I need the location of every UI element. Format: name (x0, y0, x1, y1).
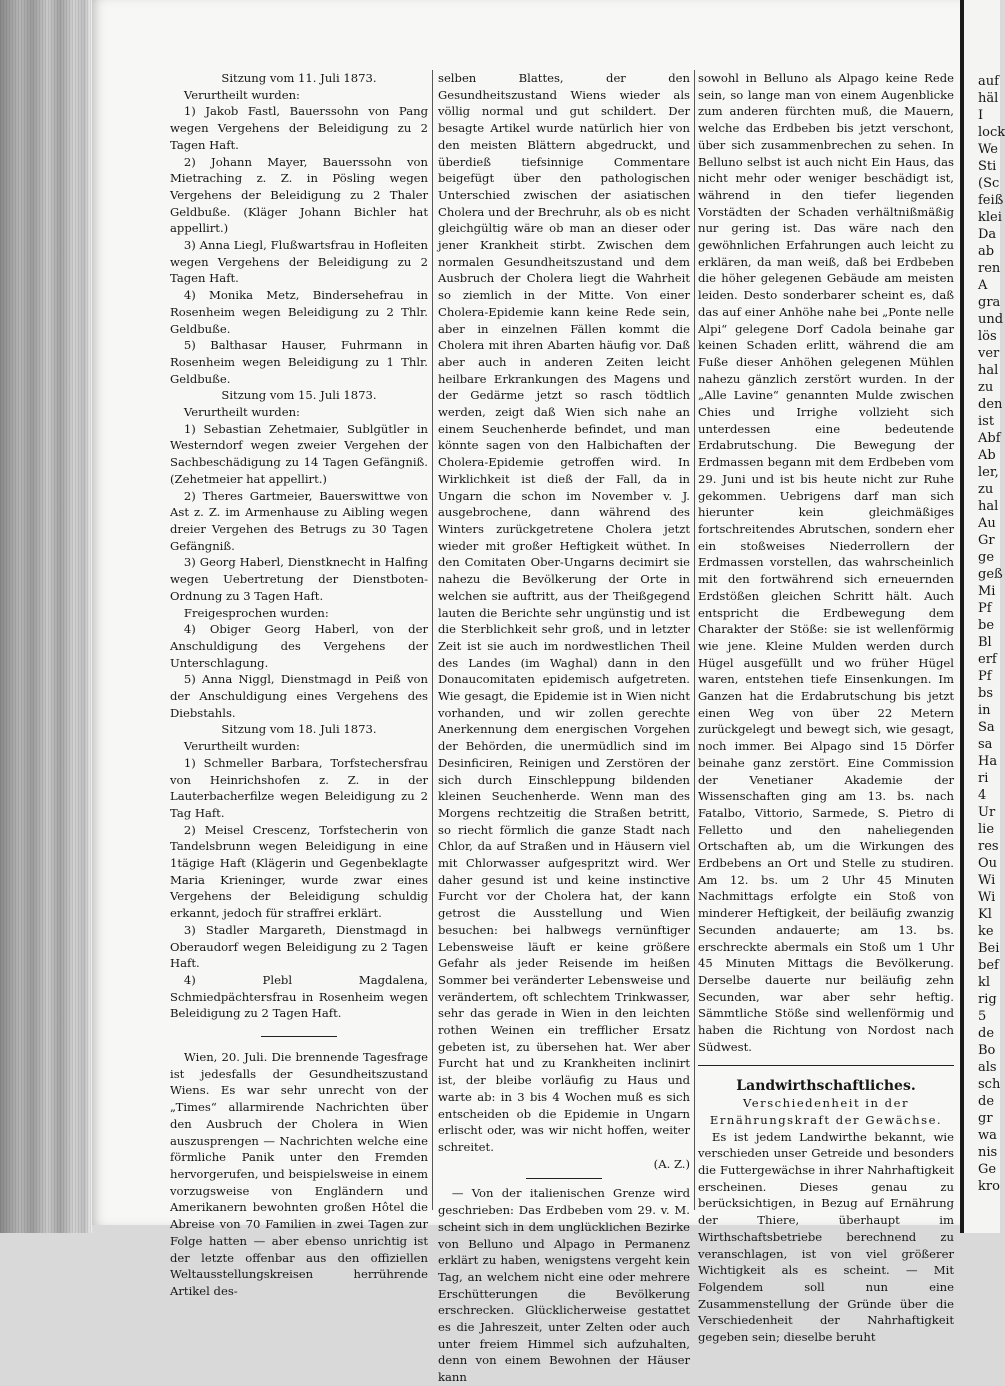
session-heading-3: Sitzung vom 18. Juli 1873. (221, 722, 377, 737)
column-1 (170, 70, 428, 1300)
wien-article-start: Wien, 20. Juli. Die brennende Tagesfrage ist jedesfalls der Gesundheitszustand Wiens. Es war sehr unrecht von der „Times“ allarmirende Nachrichten über den Ausbruch der Cholera in Wien auszusprengen — Nachrichten welche eine förmliche Panik unter den Fremden hervorgerufen, und beispielsweise in einem vorzugsweise von Engländern und Amerikanern bewohnten großen Hôtel die Abreise von 70 Familien in zwei Tagen zur Folge hatten — aber ebenso unrichtig ist der letzte offenbar aus den offiziellen Weltausstellungskreisen herrührende Artikel des- (170, 1050, 428, 1298)
column-rule (694, 70, 695, 1210)
next-page-fragment: Mi (978, 584, 996, 599)
next-page-fragment: gra (978, 295, 1001, 310)
verdict-item: 2) Theres Gartmeier, Bauerswittwe von Ast z. Z. im Armenhause zu Aibling wegen dreier Vergehen des Betrugs zu 30 Tagen Gefängniß. (170, 488, 428, 553)
next-page-fragment: Da (978, 227, 997, 242)
next-page-fragment: nis (978, 1145, 998, 1160)
next-page-fragment: den (978, 397, 1003, 412)
next-page-fragment: 4 (978, 788, 987, 803)
next-page-fragment: ke (978, 924, 994, 939)
agriculture-article: Es ist jedem Landwirthe bekannt, wie verschieden unser Getreide und besonders die Futtergewächse in ihrer Nahrhaftigkeit erscheinen. Dieses genau zu berücksichtigen, in Bezug auf Ernährung der Thiere, überhaupt im Wirthschaftsbetriebe berechnend zu veranschlagen, ist von viel größerer Wichtigkeit als es scheint. — Mit Folgendem soll nun eine Zusammenstellung der Gründe über die Verschiedenheit der Nahrhaftigkeit gegeben sein; dieselbe beruht (698, 1129, 954, 1345)
next-page-fragment: Bl (978, 635, 992, 650)
column-rule (432, 70, 433, 1210)
italy-article-start: — Von der italienischen Grenze wird geschrieben: Das Erdbeben vom 29. v. M. scheint sich in dem unglücklichen Bezirke von Belluno und Alpago in Permanenz erklärt zu haben, wenigstens vergeht kein Tag, an welchem nicht eine oder mehrere Erschütterungen die Bevölkerung erschrecken. Glücklicherweise gestattet es die Jahreszeit, unter Zelten oder auch unter freiem Himmel sich aufzuhalten, denn von einem Bewohnen der Häuser kann (438, 1186, 690, 1385)
next-page-fragment: hal (978, 499, 999, 514)
verdict-item: 2) Meisel Crescenz, Torfstecherin von Tandelsbrunn wegen Beleidigung in eine 1tägige Haft (Klägerin und Gegenbeklagte Maria Krieninger, wurde zwar eines Vergehens der Beleidigung schuldig erkannt, jedoch für straffrei erklärt. (170, 822, 428, 921)
session-heading-1: Sitzung vom 11. Juli 1873. (221, 71, 377, 85)
next-page-fragment: lock (978, 125, 1005, 140)
next-page-fragment: Wi (978, 873, 996, 888)
next-page-fragment: bs (978, 686, 993, 701)
next-page-fragment: gr (978, 1111, 993, 1126)
next-page-fragment: A (978, 278, 988, 293)
article-title-line-1: Verschiedenheit in der (742, 1096, 909, 1111)
next-page-fragment: in (978, 703, 991, 718)
section-divider (698, 1065, 954, 1066)
column-2 (438, 70, 690, 1386)
next-page-fragment: Bo (978, 1043, 996, 1058)
next-page-fragment: Ha (978, 754, 998, 769)
next-page-fragment: be (978, 618, 995, 633)
next-page-fragment: Pf (978, 669, 992, 684)
next-page-fragment: und (978, 312, 1004, 327)
next-page-fragment: feiß (978, 193, 1004, 208)
next-page-fragment: ge (978, 550, 995, 565)
next-page-fragment: sch (978, 1077, 1001, 1092)
wien-article-continued: selben Blattes, der den Gesundheitszustand Wiens wieder als völlig normal und gut schildert. Der besagte Artikel wurde natürlich hier von den meisten Blättern abgedruckt, und überdieß tiefsinnige Commentare beigefügt über den pathologischen Unterschied zwischen der asiatischen Cholera und der Brechruhr, als ob es nicht gleichgültig wäre ob man an dieser oder jener Krankheit stirbt. Zwischen dem normalen Gesundheitszustand und dem Ausbruch der Cholera liegt die Wahrheit so ziemlich in der Mitte. Von einer Cholera-Epidemie kann keine Rede sein, aber in einzelnen Fällen kommt die Cholera mit ihren Abarten häufig vor. Daß aber auch in anderen Zeiten leicht heilbare Erkrankungen des Magens und der Gedärme jetzt so rasch tödtlich werden, zeigt daß Wien sich nahe an einem Seuchenherde befindet, und man könnte sagen von den Halbichaften der Cholera-Epidemie getroffen wird. In Wirklichkeit ist dieß der Fall, da in Ungarn die schon im November v. J. ausgebrochene, dann während des Winters zurückgetretene Cholera jetzt wieder mit großer Heftigkeit wüthet. In den Comitaten Ober-Ungarns decimirt sie nahezu die Bevölkerung der Orte in welchen sie auftritt, aus der Theißgegend lauten die Berichte sehr ungünstig und ist die Sterblichkeit sehr groß, und in letzter Zeit ist sie auch im nordwestlichen Theil des Landes (im Waghal) dann in den Donaucomitaten epidemisch aufgetreten. Wie gesagt, die Epidemie ist in Wien nicht vorhanden, und wir zollen gerechte Anerkennung dem energischen Vorgehen der Behörden, die unermüdlich sind im Desinficiren, Reinigen und Zerstören der sich durch Einschleppung bildenden kleinen Seuchenherde. Wenn man des Morgens rechtzeitig die Straßen betritt, so riecht förmlich die ganze Stadt nach Chlor, da auf Straßen und in Häusern viel mit Chlorwasser aufgespritzt wird. Wer daher gesund ist und keine instinctive Furcht vor der Cholera hat, der kann getrost die Ausstellung und Wien besuchen: bei halbwegs vernünftiger Lebensweise läuft er keine größere Gefahr als jeder Reisende im heißen Sommer bei veränderter Lebensweise und verändertem, oft schlechtem Trinkwasser, sehr das gerade in Wien in den leichten rothen Weinen ein trefflicher Ersatz gebeten ist, zu übersehen hat. Wer aber Furcht hat und zu Krankheiten inclinirt ist, der bleibe vorläufig zu Haus und warte ab: in 3 bis 4 Wochen muß es sich entscheiden ob die Epidemie in Ungarn erlischt oder, was wir nicht hoffen, weiter schreitet. (438, 71, 690, 1154)
next-page-fragment: lös (978, 329, 997, 344)
next-page-fragment: Pf (978, 601, 992, 616)
next-page-fragment: Ab (978, 448, 996, 463)
next-page-fragment: We (978, 142, 998, 157)
verdict-item: 1) Schmeller Barbara, Torfstechersfrau von Heinrichshofen z. Z. in der Lauterbacherfilze wegen Beleidigung zu 2 Tag Haft. (170, 755, 428, 820)
verdict-label: Verurtheilt wurden: (183, 87, 300, 102)
column-3 (698, 70, 954, 1346)
next-page-fragment: Bei (978, 941, 1000, 956)
next-page-fragment: wa (978, 1128, 997, 1143)
next-page-fragment: zu (978, 482, 994, 497)
verdict-item: 1) Jakob Fastl, Bauerssohn von Pang wegen Vergehens der Beleidigung zu 2 Tagen Haft. (170, 104, 428, 152)
next-page-fragment: ver (978, 346, 1000, 361)
next-page-fragment: Ur (978, 805, 996, 820)
next-page-fragment: I (978, 108, 984, 123)
verdict-item: 4) Plebl Magdalena, Schmiedpächtersfrau in Rosenheim wegen Beleidigung zu 2 Tagen Haft. (170, 972, 428, 1021)
next-page-fragment: erf (978, 652, 997, 667)
next-page-fragment: zu (978, 380, 994, 395)
verdict-label: Verurtheilt wurden: (183, 739, 300, 754)
next-page-fragment: res (978, 839, 999, 854)
next-page-fragment: de (978, 1094, 995, 1109)
verdict-item: 5) Balthasar Hauser, Fuhrmann in Rosenheim wegen Beleidigung zu 1 Thlr. Geldbuße. (170, 338, 428, 386)
verdict-item: 4) Monika Metz, Bindersehefrau in Rosenheim wegen Beleidigung zu 2 Thlr. Geldbuße. (170, 288, 428, 336)
next-page-fragment: klei (978, 210, 1002, 225)
acquittal-label: Freigesprochen wurden: (183, 605, 329, 620)
next-page-fragment: bef (978, 958, 999, 973)
next-page-fragment: ab (978, 244, 995, 259)
verdict-item: 2) Johann Mayer, Bauerssohn von Mietraching z. Z. in Pösling wegen Vergehens der Beleidigung zu 2 Thaler Geldbuße. (Kläger Johann Bichler hat appellirt.) (170, 154, 428, 236)
next-page-fragment: Ge (978, 1162, 997, 1177)
next-page-fragment: Kl (978, 907, 992, 922)
next-page-fragment: auf (978, 74, 999, 89)
next-page-fragment: Abf (978, 431, 1001, 446)
next-page-fragment: Wi (978, 890, 996, 905)
next-page-fragment: de (978, 1026, 995, 1041)
book-binding-edge (0, 0, 92, 1233)
next-page-fragment: hal (978, 363, 999, 378)
next-page-fragment: ler, (978, 465, 999, 480)
next-page-fragment: ri (978, 771, 989, 786)
next-page-fragment: Ou (978, 856, 998, 871)
acquittal-item: 5) Anna Niggl, Dienstmagd in Peiß von der Anschuldigung eines Vergehens des Diebstahls. (170, 672, 428, 720)
verdict-label: Verurtheilt wurden: (183, 405, 300, 420)
article-source: (A. Z.) (653, 1156, 690, 1171)
next-page-fragment: (Sc (978, 176, 1000, 191)
next-page-fragment: kro (978, 1179, 1000, 1194)
section-divider (526, 1178, 602, 1179)
verdict-item: 3) Stadler Margareth, Dienstmagd in Oberaudorf wegen Beleidigung zu 2 Tagen Haft. (170, 922, 428, 971)
verdict-item: 3) Georg Haberl, Dienstknecht in Halfing wegen Uebertretung der Dienstboten-Ordnung zu 3 Tagen Haft. (170, 555, 428, 603)
next-page-edge (964, 0, 1005, 1233)
next-page-fragment: Sti (978, 159, 997, 174)
next-page-fragment: Sa (978, 720, 995, 735)
next-page-fragment: 5 (978, 1009, 987, 1024)
next-page-fragment: Au (978, 516, 996, 531)
acquittal-item: 4) Obiger Georg Haberl, von der Anschuldigung des Vergehens der Unterschlagung. (170, 622, 428, 670)
next-page-fragment: als (978, 1060, 997, 1075)
next-page-fragment: rig (978, 992, 997, 1007)
next-page-fragment: Gr (978, 533, 995, 548)
next-page-fragment: ist (978, 414, 995, 429)
next-page-fragment: kl (978, 975, 991, 990)
next-page-fragment: sa (978, 737, 993, 752)
next-page-fragment: häl (978, 91, 999, 106)
next-page-fragment: ren (978, 261, 1001, 276)
next-page-fragment: lie (978, 822, 995, 837)
session-heading-2: Sitzung vom 15. Juli 1873. (221, 388, 377, 403)
italy-article-continued: sowohl in Belluno als Alpago keine Rede sein, so lange man von einem Augenblicke zum anderen fürchten muß, die Mauern, welche das Erdbeben bis jetzt verschont, über sich zusammenbrechen zu sehen. In Belluno selbst ist auch nicht Ein Haus, das nicht mehr oder weniger beschädigt ist, während in den tiefer liegenden Vorstädten der Schaden verhältnißmäßig nur gering ist. Das wäre nach den gewöhnlichen Erfahrungen auch leicht zu erklären, da man weiß, daß bei Erdbeben die höher gelegenen Gebäude am meisten leiden. Desto sonderbarer scheint es, daß das auf einer Anhöhe nahe bei „Ponte nelle Alpi“ gelegene Dorf Cadola beinahe gar keinen Schaden erlitt, während die am Fuße dieser Anhöhen gelegenen Mühlen nahezu gänzlich zerstört wurden. In der „Alle Lavine“ genannten Mulde zwischen Chies und Irrighe vollzieht sich unterdessen eine bedeutende Erdabrutschung. Die Bewegung der Erdmassen begann mit dem Erdbeben vom 29. Juni und ist bis heute nicht zur Ruhe gekommen. Uebrigens darf man sich hierunter kein gleichmäßiges fortschreitendes Abrutschen, sondern eher ein stoßweises Niederrollern der Erdmassen vorstellen, das wahrscheinlich mit den fortwährend sich erneuernden Erdstößen gleichen Schritt hält. Auch entspricht die Erdbewegung dem Charakter der Stöße: sie ist wellenförmig wie jene. Kleine Mulden werden durch Hügel ausgefüllt und wo früher Hügel waren, entstehen tiefe Einsenkungen. Im Ganzen hat die Erdabrutschung bis jetzt einen Weg von über 22 Metern zurückgelegt und bewegt sich, wie gesagt, noch immer. Bei Alpago sind 15 Dörfer beinahe ganz zerstört. Eine Commission der Venetianer Akademie der Wissenschaften ging am 13. bs. nach Fatalbo, Vittorio, Sarmede, S. Pietro di Felletto und den naheliegenden Ortschaften ab, um die Wirkungen des Erdbebens an Ort und Stelle zu studiren. Am 12. bs. um 2 Uhr 45 Minuten Nachmittags erfolgte ein Stoß von minderer Heftigkeit, der beiläufig zwanzig Secunden andauerte; am 13. bs. erschreckte abermals ein Stoß um 1 Uhr 45 Minuten Mittags die Bevölkerung. Derselbe dauerte nur beiläufig zehn Secunden, war aber sehr heftig. Sämmtliche Stöße sind wellenförmig und haben die Richtung von Nordost nach Südwest. (698, 71, 954, 1054)
verdict-item: 1) Sebastian Zehetmaier, Sublgütler in Westerndorf wegen zweier Vergehen der Sachbeschädigung zu 14 Tagen Gefängniß. (Zehetmeier hat appellirt.) (170, 421, 428, 486)
verdict-item: 3) Anna Liegl, Flußwartsfrau in Hofleiten wegen Vergehens der Beleidigung zu 2 Tagen Haft. (170, 238, 428, 286)
section-title: Landwirthschaftliches. (736, 1078, 916, 1095)
article-title-line-2: Ernährungskraft der Gewächse. (709, 1112, 943, 1127)
section-divider (261, 1036, 337, 1037)
next-page-fragment: geß (978, 567, 1003, 582)
